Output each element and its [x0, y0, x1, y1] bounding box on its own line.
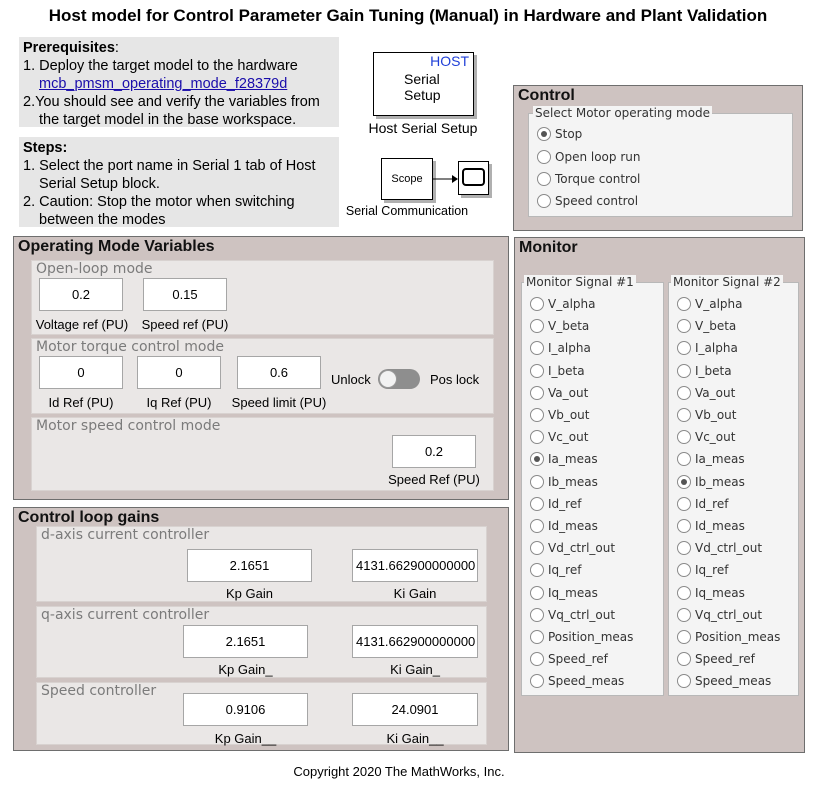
monitor-1-option-iq-meas[interactable]: Iq_meas [530, 586, 598, 600]
monitor-signal-1-label: Monitor Signal #1 [526, 275, 634, 289]
q-axis-kp-label: Kp Gain_ [218, 662, 273, 677]
monitor-1-option-id-meas[interactable]: Id_meas [530, 519, 598, 533]
monitor-signal-2-group [668, 275, 799, 696]
speed-control-title: Motor speed control mode [36, 418, 221, 434]
monitor-signal-2-label: Monitor Signal #2 [673, 275, 781, 289]
q-axis-title: q-axis current controller [41, 607, 210, 623]
speed-control-section [31, 417, 494, 491]
prerequisites-heading: Prerequisites [23, 40, 115, 56]
mode-option-open-loop[interactable]: Open loop run [537, 150, 640, 164]
radio-icon [537, 172, 551, 186]
monitor-1-option-va-out[interactable]: Va_out [530, 386, 588, 400]
monitor-1-option-speed-meas[interactable]: Speed_meas [530, 674, 624, 688]
speed-limit-field[interactable]: 0.6 [237, 356, 321, 389]
operating-mode-title: Operating Mode Variables [18, 238, 215, 255]
control-panel-title: Control [518, 87, 575, 104]
radio-icon [677, 364, 691, 378]
radio-icon [530, 386, 544, 400]
monitor-1-option-i-beta[interactable]: I_beta [530, 364, 585, 378]
monitor-2-option-ib-meas[interactable]: Ib_meas [677, 475, 745, 489]
monitor-1-option-position-meas[interactable]: Position_meas [530, 630, 633, 644]
monitor-2-option-id-meas[interactable]: Id_meas [677, 519, 745, 533]
monitor-2-option-va-out[interactable]: Va_out [677, 386, 735, 400]
monitor-1-option-vq-ctrl-out[interactable]: Vq_ctrl_out [530, 608, 615, 622]
radio-icon [677, 563, 691, 577]
mode-option-speed[interactable]: Speed control [537, 194, 638, 208]
radio-icon [677, 497, 691, 511]
operating-mode-panel [13, 236, 509, 500]
radio-icon [677, 541, 691, 555]
speed-kp-label: Kp Gain__ [214, 731, 277, 746]
motor-mode-radio-group [528, 106, 793, 217]
motor-mode-group-label: Select Motor operating mode [535, 106, 711, 120]
speed-control-ref-field[interactable]: 0.2 [392, 435, 476, 468]
steps-note: Steps: 1. Select the port name in Serial 1 tab of Host Serial Setup block. 2. Caution: Stop the motor when switching between the modes [19, 137, 339, 227]
mode-option-torque[interactable]: Torque control [537, 172, 640, 186]
radio-icon [530, 652, 544, 666]
radio-icon [530, 674, 544, 688]
radio-selected-icon [677, 475, 691, 489]
monitor-2-option-vb-out[interactable]: Vb_out [677, 408, 736, 422]
radio-icon [530, 297, 544, 311]
radio-icon [677, 297, 691, 311]
voltage-ref-label: Voltage ref (PU) [35, 317, 129, 332]
monitor-signal-1-group [521, 275, 664, 696]
step-item-2: 2. Caution: Stop the motor when switching [23, 194, 295, 210]
scope-subsystem-block[interactable]: Scope [381, 158, 433, 200]
q-axis-section [36, 606, 487, 678]
d-axis-ki-label: Ki Gain [393, 586, 437, 601]
radio-icon [537, 150, 551, 164]
monitor-2-option-iq-ref[interactable]: Iq_ref [677, 563, 728, 577]
monitor-2-option-vq-ctrl-out[interactable]: Vq_ctrl_out [677, 608, 762, 622]
monitor-1-option-ib-meas[interactable]: Ib_meas [530, 475, 598, 489]
radio-icon [677, 452, 691, 466]
radio-icon [677, 341, 691, 355]
speed-ki-field[interactable]: 24.0901 [352, 693, 478, 726]
monitor-1-option-v-beta[interactable]: V_beta [530, 319, 589, 333]
host-serial-setup-block[interactable]: HOST Serial Setup [373, 52, 474, 116]
d-axis-kp-label: Kp Gain [226, 586, 273, 601]
radio-icon [677, 674, 691, 688]
speed-limit-label: Speed limit (PU) [231, 395, 327, 410]
monitor-2-option-position-meas[interactable]: Position_meas [677, 630, 780, 644]
monitor-2-option-ia-meas[interactable]: Ia_meas [677, 452, 745, 466]
unlock-label: Unlock [331, 372, 371, 387]
prerequisites-note: Prerequisites: 1. Deploy the target model to the hardware mcb_pmsm_operating_mode_f28379d 2.You should see and verify the variables from the target model in the base workspace. [19, 37, 339, 127]
monitor-2-option-id-ref[interactable]: Id_ref [677, 497, 728, 511]
radio-icon [530, 319, 544, 333]
monitor-1-option-i-alpha[interactable]: I_alpha [530, 341, 591, 355]
monitor-1-option-v-alpha[interactable]: V_alpha [530, 297, 595, 311]
monitor-1-option-speed-ref[interactable]: Speed_ref [530, 652, 608, 666]
speed-ref-label: Speed ref (PU) [141, 317, 229, 332]
radio-icon [530, 541, 544, 555]
radio-icon [677, 586, 691, 600]
speed-ki-label: Ki Gain__ [386, 731, 444, 746]
host-serial-setup-caption: Host Serial Setup [368, 120, 478, 136]
prereq-item-1: 1. Deploy the target model to the hardware [23, 58, 298, 74]
monitor-1-option-id-ref[interactable]: Id_ref [530, 497, 581, 511]
scope-icon[interactable] [458, 161, 489, 195]
radio-icon [530, 364, 544, 378]
copyright-text: Copyright 2020 The MathWorks, Inc. [293, 764, 505, 779]
radio-icon [530, 408, 544, 422]
open-loop-title: Open-loop mode [36, 261, 153, 277]
id-ref-field[interactable]: 0 [39, 356, 123, 389]
d-axis-section [36, 526, 487, 602]
monitor-2-option-vd-ctrl-out[interactable]: Vd_ctrl_out [677, 541, 762, 555]
position-lock-switch[interactable] [378, 369, 420, 389]
torque-control-section [31, 338, 494, 414]
voltage-ref-field[interactable]: 0.2 [39, 278, 123, 311]
q-axis-ki-field[interactable]: 4131.662900000000 [352, 625, 478, 658]
target-model-link[interactable]: mcb_pmsm_operating_mode_f28379d [39, 76, 288, 92]
prereq-item-2: 2.You should see and verify the variables from [23, 94, 320, 110]
radio-icon [530, 430, 544, 444]
radio-selected-icon [537, 127, 551, 141]
monitor-1-option-vd-ctrl-out[interactable]: Vd_ctrl_out [530, 541, 615, 555]
host-label: HOST [430, 53, 469, 69]
speed-kp-field[interactable]: 0.9106 [183, 693, 308, 726]
speed-controller-title: Speed controller [41, 683, 157, 699]
radio-icon [530, 630, 544, 644]
monitor-2-option-iq-meas[interactable]: Iq_meas [677, 586, 745, 600]
page-title: Host model for Control Parameter Gain Tuning (Manual) in Hardware and Plant Validation [48, 6, 768, 25]
d-axis-ki-field[interactable]: 4131.662900000000 [352, 549, 478, 582]
monitor-2-option-vc-out[interactable]: Vc_out [677, 430, 735, 444]
control-loop-gains-panel [13, 507, 509, 751]
iq-ref-field[interactable]: 0 [137, 356, 221, 389]
control-loop-gains-title: Control loop gains [18, 509, 160, 526]
q-axis-ki-label: Ki Gain_ [390, 662, 440, 677]
monitor-2-option-v-alpha[interactable]: V_alpha [677, 297, 742, 311]
radio-icon [530, 475, 544, 489]
radio-icon [677, 408, 691, 422]
radio-icon [677, 386, 691, 400]
d-axis-kp-field[interactable]: 2.1651 [187, 549, 312, 582]
torque-control-title: Motor torque control mode [36, 339, 224, 355]
monitor-1-option-ia-meas[interactable]: Ia_meas [530, 452, 598, 466]
open-loop-section [31, 260, 494, 335]
radio-icon [677, 630, 691, 644]
speed-controller-section [36, 682, 487, 745]
radio-icon [677, 430, 691, 444]
speed-control-ref-label: Speed Ref (PU) [388, 472, 480, 487]
monitor-panel-title: Monitor [519, 239, 578, 256]
pos-lock-label: Pos lock [430, 372, 480, 387]
radio-icon [677, 608, 691, 622]
monitor-2-option-speed-ref[interactable]: Speed_ref [677, 652, 755, 666]
step-item-1: 1. Select the port name in Serial 1 tab of Host [23, 158, 316, 174]
radio-selected-icon [530, 452, 544, 466]
radio-icon [530, 563, 544, 577]
monitor-1-option-vb-out[interactable]: Vb_out [530, 408, 589, 422]
radio-icon [530, 341, 544, 355]
radio-icon [537, 194, 551, 208]
radio-icon [530, 608, 544, 622]
monitor-2-option-v-beta[interactable]: V_beta [677, 319, 736, 333]
mode-option-stop[interactable]: Stop [537, 127, 582, 141]
radio-icon [530, 497, 544, 511]
monitor-2-option-i-beta[interactable]: I_beta [677, 364, 732, 378]
steps-heading: Steps: [23, 140, 68, 156]
iq-ref-label: Iq Ref (PU) [146, 395, 212, 410]
monitor-2-option-speed-meas[interactable]: Speed_meas [677, 674, 771, 688]
signal-arrow-icon [433, 172, 459, 186]
id-ref-label: Id Ref (PU) [48, 395, 114, 410]
radio-icon [677, 652, 691, 666]
control-panel [513, 85, 803, 231]
radio-icon [530, 586, 544, 600]
monitor-2-option-i-alpha[interactable]: I_alpha [677, 341, 738, 355]
monitor-1-option-iq-ref[interactable]: Iq_ref [530, 563, 581, 577]
speed-ref-field[interactable]: 0.15 [143, 278, 227, 311]
switch-knob [379, 370, 397, 388]
radio-icon [677, 319, 691, 333]
radio-icon [677, 519, 691, 533]
serial-communication-caption: Serial Communication [345, 204, 469, 218]
radio-icon [530, 519, 544, 533]
d-axis-title: d-axis current controller [41, 527, 210, 543]
monitor-panel [514, 237, 805, 753]
monitor-1-option-vc-out[interactable]: Vc_out [530, 430, 588, 444]
q-axis-kp-field[interactable]: 2.1651 [183, 625, 308, 658]
